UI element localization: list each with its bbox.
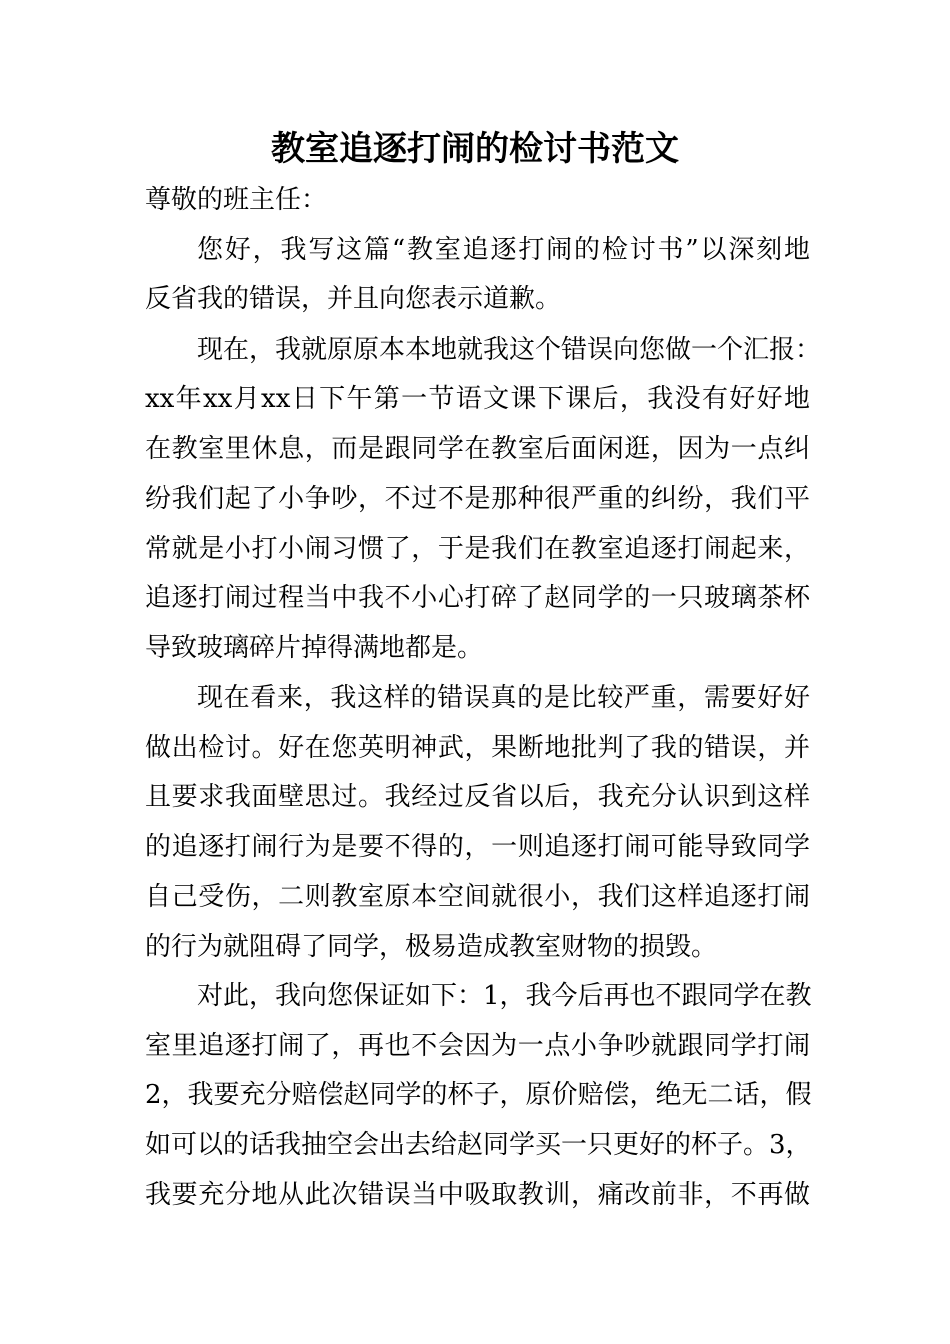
salutation-line: 尊敬的班主任： <box>145 185 328 215</box>
paragraph-line: 常就是小打小闹习惯了，于是我们在教室追逐打闹起来， <box>145 534 810 564</box>
paragraph-line: 在教室里休息，而是跟同学在教室后面闲逛，因为一点纠 <box>145 434 810 464</box>
paragraph-line: 我要充分地从此次错误当中吸取教训，痛改前非，不再做 <box>145 1180 810 1210</box>
paragraph-line: 导致玻璃碎片掉得满地都是。 <box>145 633 484 663</box>
paragraph-line: 2，我要充分赔偿赵同学的杯子，原价赔偿，绝无二话，假 <box>145 1080 812 1110</box>
paragraph-line: 对此，我向您保证如下：1，我今后再也不跟同学在教 <box>197 981 812 1011</box>
paragraph-line: 的追逐打闹行为是要不得的，一则追逐打闹可能导致同学 <box>145 832 810 862</box>
paragraph-line: 追逐打闹过程当中我不小心打碎了赵同学的一只玻璃茶杯 <box>145 583 810 613</box>
paragraph-line: 您好，我写这篇“教室追逐打闹的检讨书”以深刻地 <box>197 235 810 265</box>
paragraph-line: 现在看来，我这样的错误真的是比较严重，需要好好 <box>197 683 810 713</box>
paragraph-line: 室里追逐打闹了，再也不会因为一点小争吵就跟同学打闹 <box>145 1031 810 1061</box>
paragraph-line: 现在，我就原原本本地就我这个错误向您做一个汇报： <box>197 335 822 365</box>
paragraph-line: 且要求我面壁思过。我经过反省以后，我充分认识到这样 <box>145 782 810 812</box>
paragraph-line: 反省我的错误，并且向您表示道歉。 <box>145 284 562 314</box>
document-title: 教室追逐打闹的检讨书范文 <box>271 129 679 169</box>
paragraph-line: 的行为就阻碍了同学，极易造成教室财物的损毁。 <box>145 932 718 962</box>
paragraph-line: 自己受伤，二则教室原本空间就很小，我们这样追逐打闹 <box>145 882 810 912</box>
paragraph-line: 做出检讨。好在您英明神武，果断地批判了我的错误，并 <box>145 733 810 763</box>
paragraph-line: 如可以的话我抽空会出去给赵同学买一只更好的杯子。3， <box>145 1130 812 1160</box>
paragraph-line: 纷我们起了小争吵，不过不是那种很严重的纠纷，我们平 <box>145 484 810 514</box>
paragraph-line: xx年xx月xx日下午第一节语文课下课后，我没有好好地 <box>145 384 810 414</box>
